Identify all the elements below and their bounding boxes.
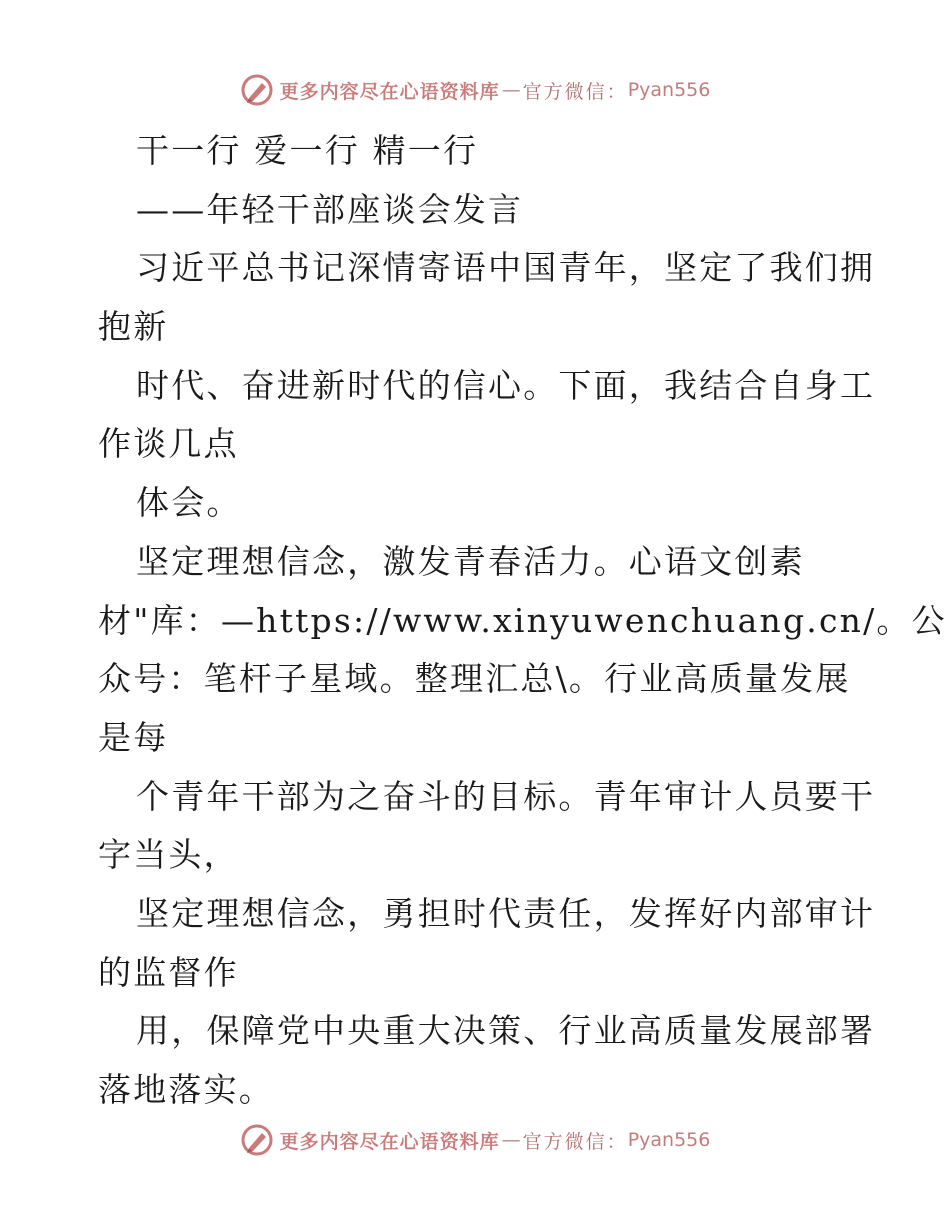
text-line: 个青年干部为之奋斗的目标。青年审计人员要干: [136, 776, 876, 816]
watermark-site-text: 更多内容尽在心语资料库: [279, 1130, 500, 1153]
watermark-wechat-id: Pyan556: [627, 1129, 711, 1151]
header-watermark: [0, 70, 950, 110]
text-line: 体会。: [136, 483, 242, 523]
footer-watermark: [0, 1120, 950, 1160]
watermark-wechat-label: 官方微信：: [522, 80, 628, 103]
text-line: 的监督作: [98, 952, 239, 992]
watermark-wechat-label: 官方微信：: [522, 1130, 628, 1153]
text-line: ——年轻干部座谈会发言: [136, 189, 524, 229]
text-line: 字当头，: [98, 835, 239, 875]
pen-logo-icon: [240, 1123, 274, 1157]
text-line: 是每: [98, 717, 169, 757]
watermark-wechat-id: Pyan556: [627, 79, 711, 101]
text-line: 习近平总书记深情寄语中国青年，坚定了我们拥: [136, 248, 876, 288]
text-line: 抱新: [98, 307, 169, 347]
text-line: 落地落实。: [98, 1070, 274, 1109]
text-line: 坚定理想信念，勇担时代责任，发挥好内部审计: [136, 893, 876, 933]
watermark-dash: —: [501, 79, 521, 101]
text-line: 作谈几点: [98, 424, 239, 464]
text-line: 时代、奋进新时代的信心。下面，我结合自身工: [136, 365, 876, 405]
document-body: [98, 122, 947, 1120]
watermark-site-text: 更多内容尽在心语资料库: [279, 80, 500, 103]
text-line: 坚定理想信念，激发青春活力。心语文创素: [136, 541, 805, 581]
text-line: 材"库：—https://www.xinyuwenchuang.cn/。公: [98, 600, 947, 640]
pen-logo-icon: [240, 73, 274, 107]
text-line: 干一行 爱一行 精一行: [136, 131, 479, 170]
watermark-dash: —: [501, 1129, 521, 1151]
text-line: 众号：笔杆子星域。整理汇总\。行业高质量发展: [98, 659, 851, 699]
text-line: 用，保障党中央重大决策、行业高质量发展部署: [136, 1011, 876, 1051]
